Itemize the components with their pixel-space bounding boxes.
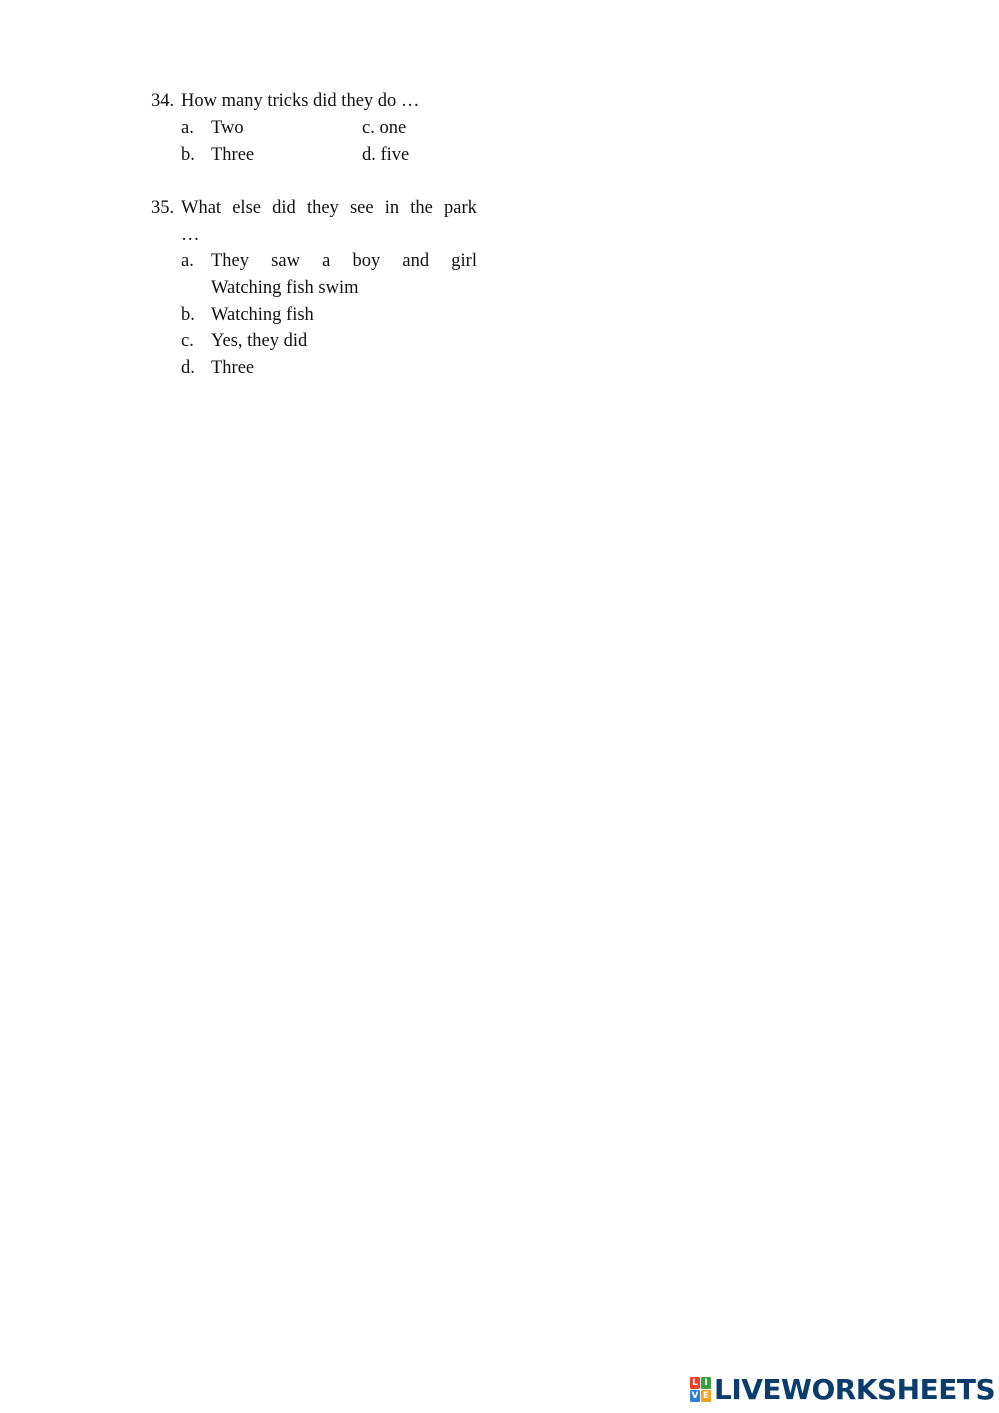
- question-34: [0, 88, 999, 168]
- liveworksheets-logo: [690, 1374, 995, 1404]
- logo-letter: I: [701, 1377, 711, 1389]
- logo-letter: E: [702, 1390, 710, 1401]
- option-word: They: [211, 251, 250, 271]
- question-word: did: [272, 198, 296, 218]
- option-letter-a: a.: [181, 118, 194, 138]
- logo-mark-icon: [690, 1377, 711, 1402]
- option-letter-a: a.: [181, 251, 194, 271]
- option-text-b: Watching fish: [211, 305, 314, 325]
- question-word: they: [306, 198, 339, 218]
- option-letter-d: d.: [362, 145, 376, 165]
- option-letter-b: b.: [181, 145, 195, 165]
- option-text-a: Two: [211, 118, 244, 138]
- option-letter-b: b.: [181, 305, 195, 325]
- option-letter-d: d.: [181, 358, 195, 378]
- question-word: What: [181, 198, 222, 218]
- option-letter-c: c.: [181, 331, 194, 351]
- question-word: else: [232, 198, 261, 218]
- question-text: How many tricks did they do …: [181, 91, 420, 111]
- question-word: see: [349, 198, 374, 218]
- option-c: [362, 115, 406, 142]
- option-word: boy: [352, 251, 381, 271]
- question-text-tail: …: [181, 225, 200, 245]
- logo-wordmark: LIVEWORKSHEETS: [714, 1372, 996, 1406]
- question-number: 34.: [151, 91, 175, 111]
- question-text: [181, 195, 477, 222]
- logo-letter: L: [690, 1377, 700, 1389]
- option-word: saw: [271, 251, 300, 271]
- question-word: park: [444, 198, 477, 218]
- option-text-c: one: [379, 118, 407, 138]
- question-35: [0, 195, 999, 395]
- question-number: 35.: [151, 198, 175, 218]
- option-word: and: [402, 251, 430, 271]
- option-text-b: Three: [211, 145, 255, 165]
- option-text-a-line1: [211, 248, 477, 275]
- option-d: [362, 142, 409, 169]
- question-word: the: [410, 198, 433, 218]
- option-text-a-line2: Watching fish swim: [211, 278, 359, 298]
- option-text-c: Yes, they did: [211, 331, 308, 351]
- option-text-d: five: [380, 145, 410, 165]
- option-text-d: Three: [211, 358, 255, 378]
- question-word: in: [384, 198, 400, 218]
- option-word: a: [322, 251, 331, 271]
- option-word: girl: [451, 251, 477, 271]
- option-letter-c: c.: [362, 118, 375, 138]
- logo-letter: V: [691, 1390, 699, 1401]
